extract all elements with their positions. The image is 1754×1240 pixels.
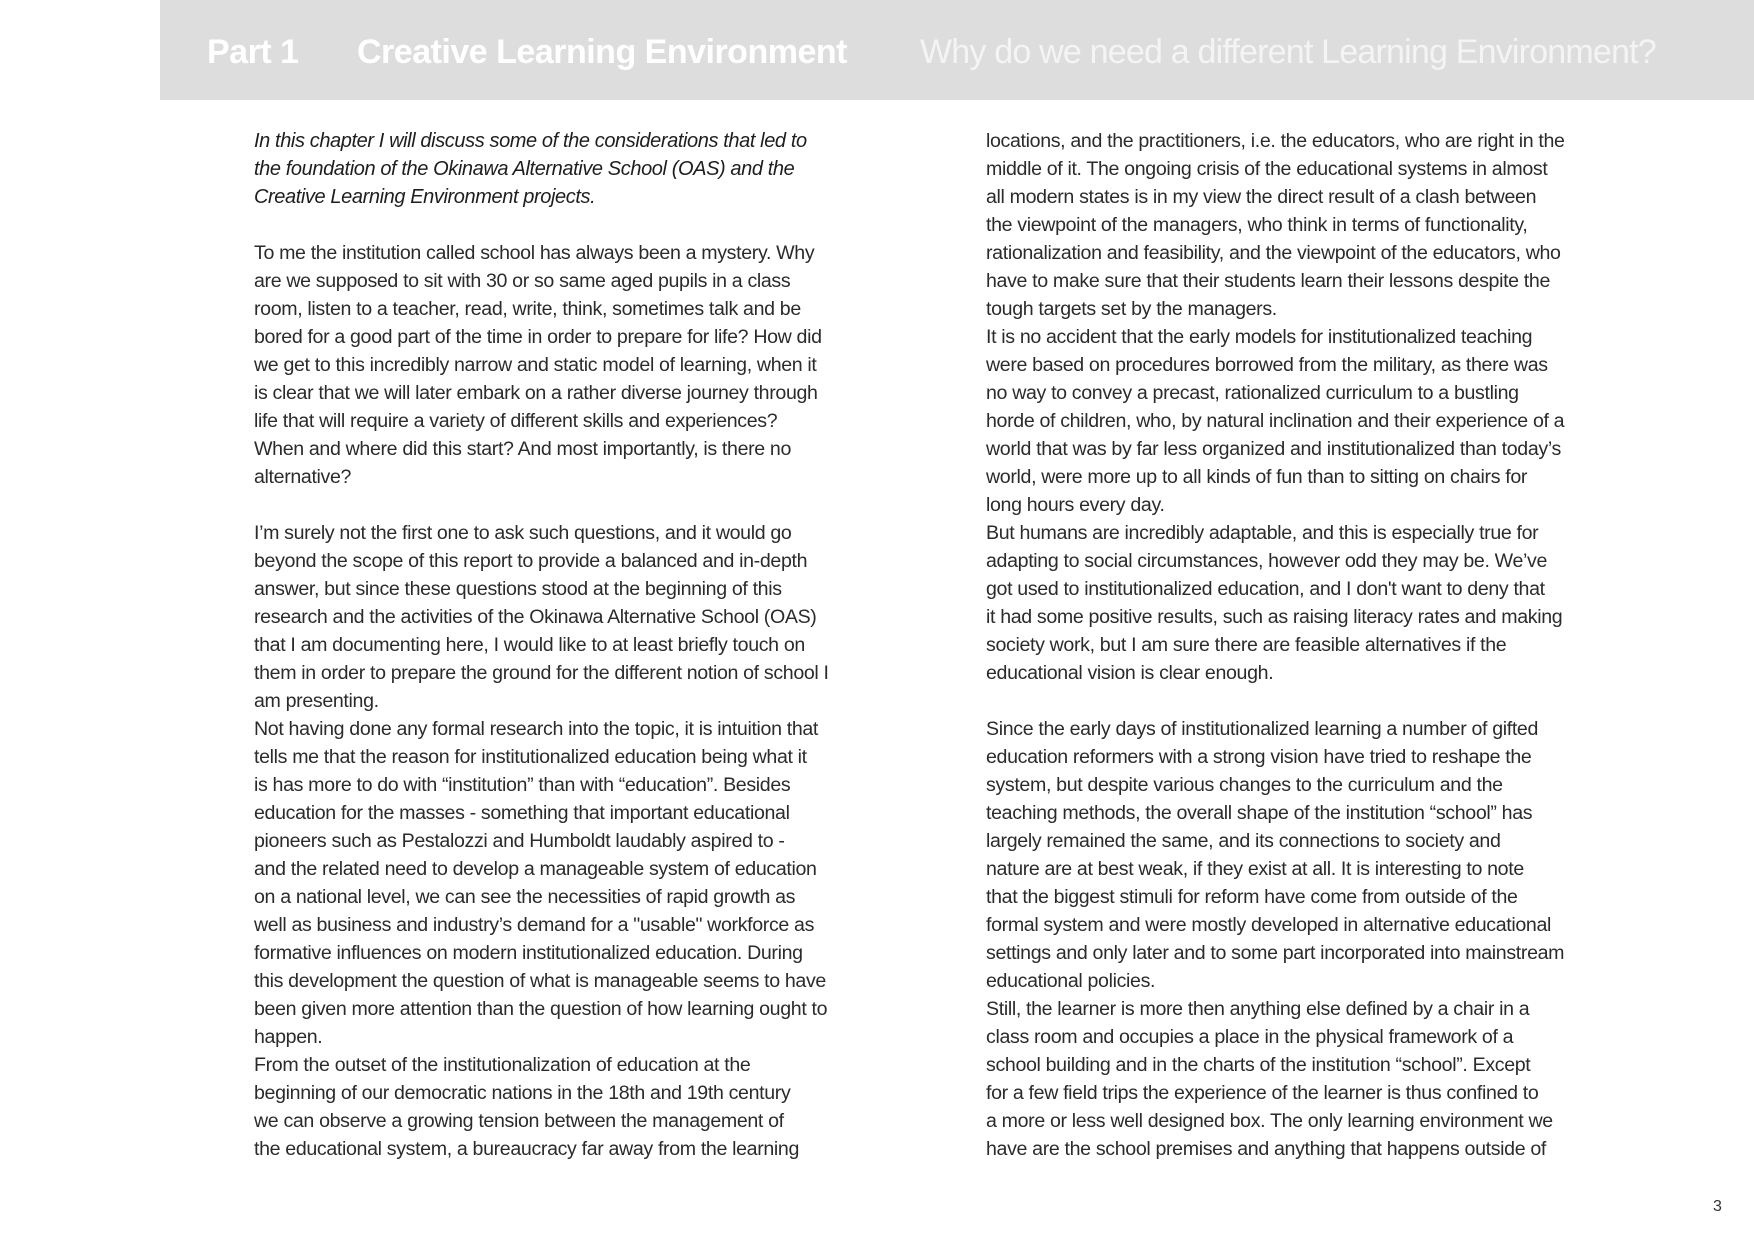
text-line: happen. bbox=[254, 1026, 323, 1048]
text-line: am presenting. bbox=[254, 690, 379, 712]
text-line bbox=[986, 687, 1636, 715]
text-line: were based on procedures borrowed from the military, as there was bbox=[986, 354, 1548, 376]
text-line: a more or less well designed box. The only learning environment we bbox=[986, 1110, 1553, 1132]
text-line: we can observe a growing tension between the management of bbox=[254, 1110, 784, 1132]
text-line: tough targets set by the managers. bbox=[986, 298, 1277, 320]
text-line: system, but despite various changes to the curriculum and the bbox=[986, 774, 1503, 796]
text-line: bored for a good part of the time in order to prepare for life? How did bbox=[254, 326, 822, 348]
text-line: are we supposed to sit with 30 or so same aged pupils in a class bbox=[254, 270, 791, 292]
text-line: them in order to prepare the ground for the different notion of school I bbox=[254, 662, 829, 684]
text-line: long hours every day. bbox=[986, 494, 1165, 516]
text-line: pioneers such as Pestalozzi and Humboldt laudably aspired to - bbox=[254, 830, 785, 852]
text-line: all modern states is in my view the direct result of a clash between bbox=[986, 186, 1537, 208]
text-line: the foundation of the Okinawa Alternative School (OAS) and the bbox=[254, 158, 795, 180]
text-line bbox=[254, 211, 904, 239]
text-line: room, listen to a teacher, read, write, think, sometimes talk and be bbox=[254, 298, 801, 320]
text-line: Still, the learner is more then anything else defined by a chair in a bbox=[986, 998, 1530, 1020]
text-line: locations, and the practitioners, i.e. the educators, who are right in the bbox=[986, 130, 1565, 152]
text-line: the viewpoint of the managers, who think in terms of functionality, bbox=[986, 214, 1528, 236]
text-line: that I am documenting here, I would like to at least briefly touch on bbox=[254, 634, 805, 656]
part-label: Part 1 bbox=[207, 33, 299, 71]
text-line: class room and occupies a place in the physical framework of a bbox=[986, 1026, 1514, 1048]
text-line: no way to convey a precast, rationalized curriculum to a bustling bbox=[986, 382, 1519, 404]
text-line: research and the activities of the Okinawa Alternative School (OAS) bbox=[254, 606, 817, 628]
text-line: on a national level, we can see the necessities of rapid growth as bbox=[254, 886, 796, 908]
text-line: got used to institutionalized education, and I don't want to deny that bbox=[986, 578, 1545, 600]
text-line: we get to this incredibly narrow and static model of learning, when it bbox=[254, 354, 817, 376]
text-line: From the outset of the institutionalization of education at the bbox=[254, 1054, 751, 1076]
text-line: When and where did this start? And most importantly, is there no bbox=[254, 438, 792, 460]
right-column bbox=[986, 127, 1636, 1163]
text-line: nature are at best weak, if they exist at all. It is interesting to note bbox=[986, 858, 1524, 880]
text-line: rationalization and feasibility, and the viewpoint of the educators, who bbox=[986, 242, 1561, 264]
text-line: have are the school premises and anything that happens outside of bbox=[986, 1138, 1547, 1160]
text-line: and the related need to develop a manageable system of education bbox=[254, 858, 817, 880]
text-line: adapting to social circumstances, however odd they may be. We’ve bbox=[986, 550, 1547, 572]
text-line: for a few field trips the experience of the learner is thus confined to bbox=[986, 1082, 1539, 1104]
text-line: well as business and industry’s demand for a "usable" workforce as bbox=[254, 914, 815, 936]
text-line: is has more to do with “institution” than with “education”. Besides bbox=[254, 774, 791, 796]
text-line: formative influences on modern institutionalized education. During bbox=[254, 942, 803, 964]
text-line: this development the question of what is manageable seems to have bbox=[254, 970, 826, 992]
chapter-header bbox=[160, 0, 1754, 100]
text-line: But humans are incredibly adaptable, and this is especially true for bbox=[986, 522, 1539, 544]
text-line: Not having done any formal research into the topic, it is intuition that bbox=[254, 718, 819, 740]
page-number: 3 bbox=[1713, 1198, 1722, 1215]
text-line: education reformers with a strong vision have tried to reshape the bbox=[986, 746, 1532, 768]
left-column bbox=[254, 127, 904, 1163]
text-line: It is no accident that the early models for institutionalized teaching bbox=[986, 326, 1533, 348]
text-line: beyond the scope of this report to provide a balanced and in-depth bbox=[254, 550, 808, 572]
text-line: is clear that we will later embark on a rather diverse journey through bbox=[254, 382, 818, 404]
text-line: To me the institution called school has always been a mystery. Why bbox=[254, 242, 815, 264]
text-line: world that was by far less organized and institutionalized than today’s bbox=[986, 438, 1561, 460]
text-line: society work, but I am sure there are feasible alternatives if the bbox=[986, 634, 1507, 656]
text-line: horde of children, who, by natural inclination and their experience of a bbox=[986, 410, 1565, 432]
text-line: settings and only later and to some part incorporated into mainstream bbox=[986, 942, 1565, 964]
chapter-subtitle: Why do we need a different Learning Environment? bbox=[920, 33, 1656, 71]
text-line: middle of it. The ongoing crisis of the educational systems in almost bbox=[986, 158, 1548, 180]
text-line: the educational system, a bureaucracy far away from the learning bbox=[254, 1138, 800, 1160]
text-line: alternative? bbox=[254, 466, 352, 488]
text-line: that the biggest stimuli for reform have come from outside of the bbox=[986, 886, 1518, 908]
text-line: largely remained the same, and its connections to society and bbox=[986, 830, 1501, 852]
text-line: world, were more up to all kinds of fun than to sitting on chairs for bbox=[986, 466, 1528, 488]
left-body-text bbox=[254, 211, 904, 1163]
right-body-text bbox=[986, 127, 1636, 1163]
text-line: life that will require a variety of different skills and experiences? bbox=[254, 410, 778, 432]
intro-paragraph bbox=[254, 127, 904, 211]
text-line: tells me that the reason for institutionalized education being what it bbox=[254, 746, 807, 768]
chapter-title: Creative Learning Environment bbox=[357, 33, 847, 71]
text-line: Since the early days of institutionalized learning a number of gifted bbox=[986, 718, 1539, 740]
text-line: Creative Learning Environment projects. bbox=[254, 186, 596, 208]
text-line: answer, but since these questions stood at the beginning of this bbox=[254, 578, 782, 600]
text-line bbox=[254, 491, 904, 519]
text-line: educational vision is clear enough. bbox=[986, 662, 1274, 684]
text-line: I’m surely not the first one to ask such questions, and it would go bbox=[254, 522, 792, 544]
text-line: teaching methods, the overall shape of the institution “school” has bbox=[986, 802, 1533, 824]
text-line: educational policies. bbox=[986, 970, 1156, 992]
text-line: have to make sure that their students learn their lessons despite the bbox=[986, 270, 1550, 292]
text-line: In this chapter I will discuss some of the considerations that led to bbox=[254, 130, 807, 152]
text-line: education for the masses - something that important educational bbox=[254, 802, 790, 824]
text-line: it had some positive results, such as raising literacy rates and making bbox=[986, 606, 1563, 628]
text-line: been given more attention than the question of how learning ought to bbox=[254, 998, 828, 1020]
text-line: formal system and were mostly developed in alternative educational bbox=[986, 914, 1552, 936]
text-line: beginning of our democratic nations in the 18th and 19th century bbox=[254, 1082, 791, 1104]
text-line: school building and in the charts of the institution “school”. Except bbox=[986, 1054, 1531, 1076]
